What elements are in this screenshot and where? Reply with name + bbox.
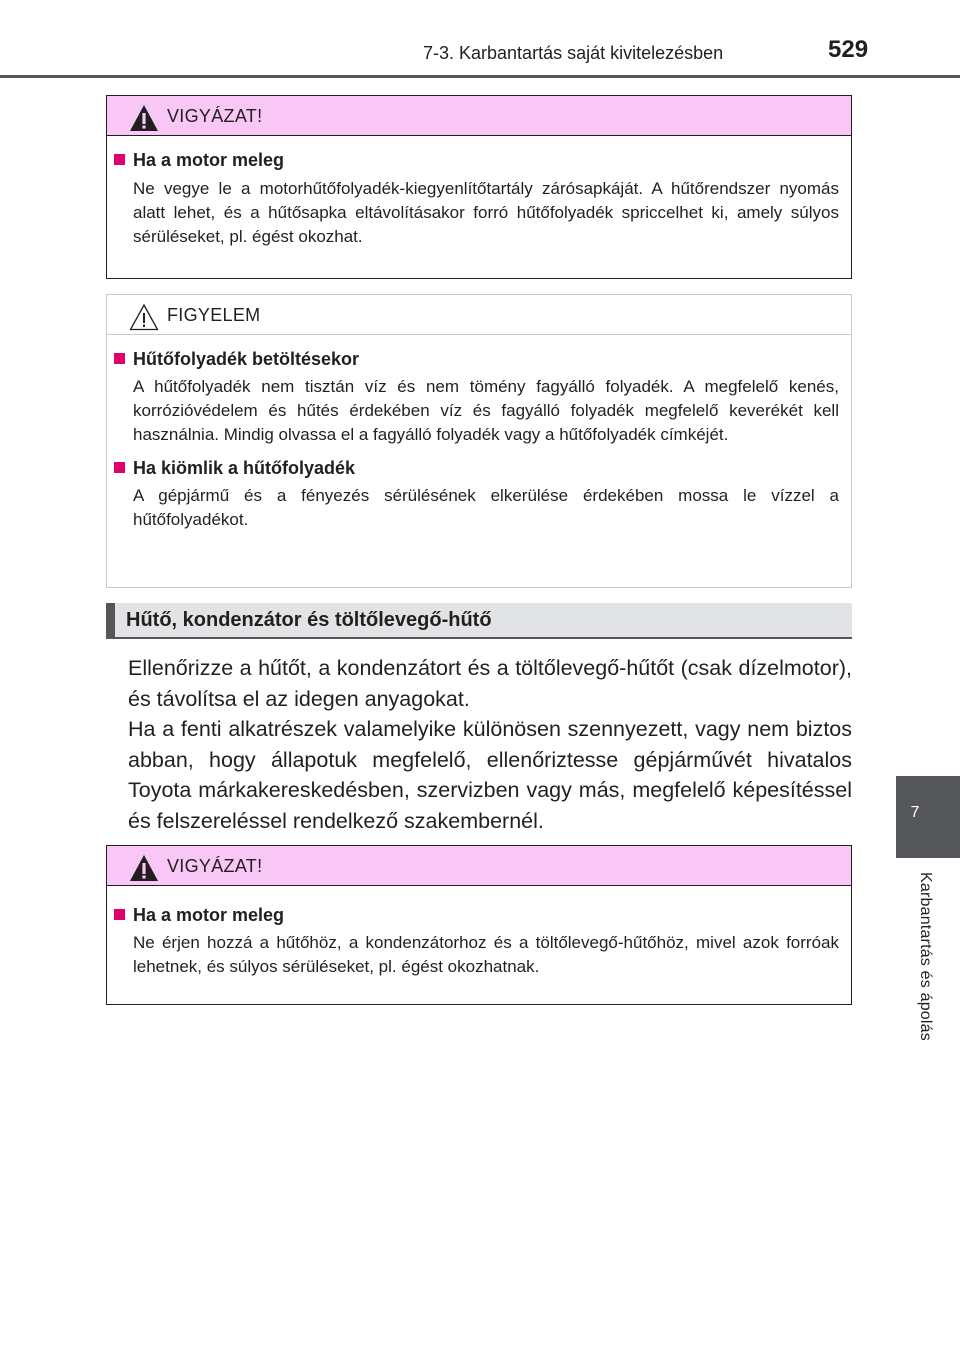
header-divider [0,75,960,78]
warning-item-title: Ha a motor meleg [133,905,285,925]
caution-item-text: A hűtőfolyadék nem tisztán víz és nem tömény fagyálló folyadék. A megfelelő kenés, korrózióvédelem és hűtés érdekében víz és fagyálló folyadék megfelelő keverékét kell használnia. Mindig olvassa el a fagyálló folyadék vagy a hűtőfolyadék címkéjét. [133,377,839,444]
bullet-square-icon [114,154,125,165]
section-heading-bar [106,603,115,639]
body-paragraph: Ellenőrizze a hűtőt, a kondenzátort és a töltőlevegő-hűtőt (csak dízelmotor), és távolítsa el az idegen anyagokat. [128,656,852,711]
section-heading [106,603,852,639]
bullet-square-icon [114,909,125,920]
header-section-title: 7-3. Karbantartás saját kivitelezésben [423,43,724,63]
section-body [128,653,852,836]
warning-box-header [107,846,851,886]
page-number: 529 [828,36,869,63]
caution-item-title: Ha kiömlik a hűtőfolyadék [133,458,356,478]
warning-item-title: Ha a motor meleg [133,150,285,170]
chapter-tab [896,776,960,858]
caution-item [107,348,851,447]
warning-box-hot-radiator [106,845,852,1005]
body-paragraph: Ha a fenti alkatrészek valamelyike különösen szennyezett, vagy nem biztos abban, hogy állapotuk megfelelő, ellenőriztesse gépjárművét hivatalos Toyota márkakereskedésben, szervizben vagy más, megfelelő képesítéssel és felszereléssel rendelkező szakembernél. [128,717,852,833]
caution-box-header [107,295,851,335]
warning-item [107,149,851,249]
warning-triangle-filled-icon [129,104,159,132]
chapter-number: 7 [910,804,920,821]
warning-box-hot-engine [106,95,852,279]
warning-item-text: Ne vegye le a motorhűtőfolyadék-kiegyenlítőtartály zárósapkáját. A hűtőrendszer nyomás alatt lehet, és a hűtősapka eltávolításakor forró hűtőfolyadék spriccelhet ki, amely súlyos sérüléseket, pl. égést okozhat. [133,179,839,246]
caution-item-title: Hűtőfolyadék betöltésekor [133,349,360,369]
warning-item [107,904,851,979]
caution-item-text: A gépjármű és a fényezés sérülésének elkerülése érdekében mossa le vízzel a hűtőfolyadékot. [133,486,839,529]
warning-triangle-outline-icon [129,303,159,331]
warning-box-header [107,96,851,136]
warning-item-text: Ne érjen hozzá a hűtőhöz, a kondenzátorhoz és a töltőlevegő-hűtőhöz, mivel azok forróak lehetnek, és súlyos sérüléseket, pl. égést okozhatnak. [133,933,839,976]
warning-triangle-filled-icon [129,854,159,882]
warning-title: VIGYÁZAT! [167,106,263,126]
caution-box-coolant [106,294,852,588]
bullet-square-icon [114,353,125,364]
section-heading-label: Hűtő, kondenzátor és töltőlevegő-hűtő [126,609,492,631]
caution-item [107,457,851,532]
caution-title: FIGYELEM [167,305,261,325]
warning-title: VIGYÁZAT! [167,856,263,876]
chapter-title: Karbantartás és ápolás [917,872,934,1041]
bullet-square-icon [114,462,125,473]
